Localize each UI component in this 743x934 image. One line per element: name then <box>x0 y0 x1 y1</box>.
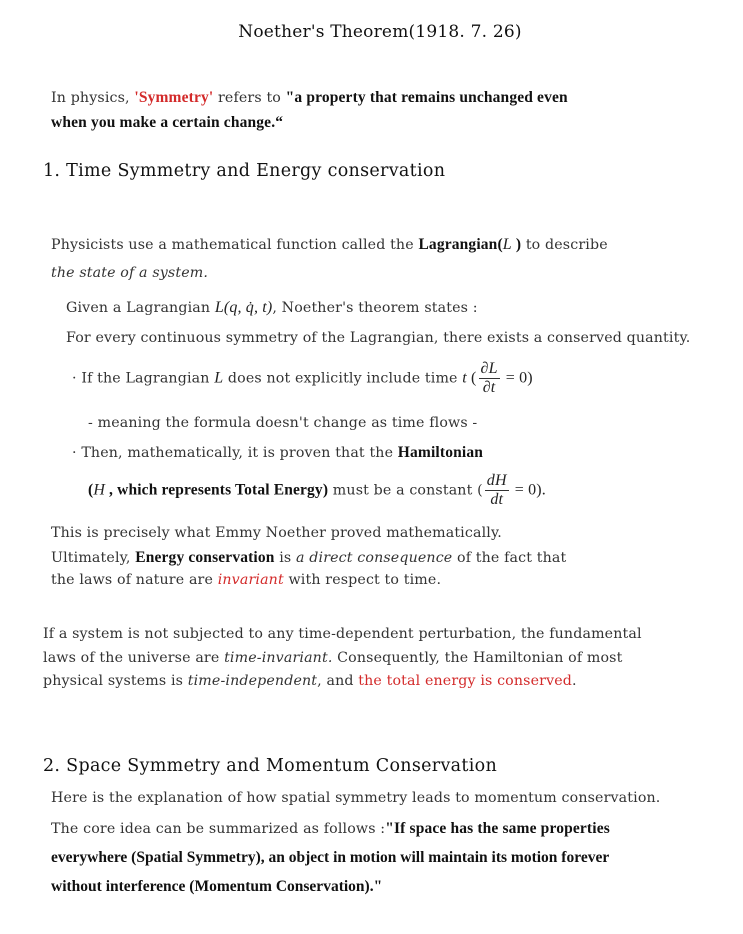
text: ( <box>88 481 94 499</box>
intro-line-1 <box>51 89 568 107</box>
frac-denominator: dt <box>490 491 504 508</box>
conclusion-line-3 <box>51 572 441 588</box>
text: . <box>572 673 577 689</box>
derivative-fraction <box>485 472 509 509</box>
paragraph-line-1: If a system is not subjected to any time-dependent perturbation, the fundamental <box>43 626 642 642</box>
text: = 0) <box>501 369 533 387</box>
section-2-line-1: Here is the explanation of how spatial symmetry leads to momentum conservation. <box>51 790 661 806</box>
section-1-heading: 1. Time Symmetry and Energy conservation <box>43 161 446 181</box>
symmetry-term: 'Symmetry' <box>134 89 214 106</box>
energy-conserved-highlight: the total energy is conserved <box>358 673 573 689</box>
text: ( <box>466 369 477 387</box>
text: , and <box>317 673 359 689</box>
text: time-independent <box>187 673 318 689</box>
core-idea-quote: "If space has the same properties <box>385 820 610 837</box>
frac-denominator: ∂t <box>482 379 496 396</box>
lagrangian-line-2: the state of a system. <box>51 265 209 281</box>
text: = 0). <box>510 481 546 499</box>
text: · Then, mathematically, it is proven that the <box>72 445 398 461</box>
bullet-2-line-2 <box>88 472 546 509</box>
lagrangian-term: Lagrangian( <box>418 236 503 253</box>
text: physical systems is <box>43 673 188 689</box>
text: time-invariant. <box>224 650 333 666</box>
math-L: L <box>214 299 224 316</box>
given-line <box>66 299 478 317</box>
section-2-line-2 <box>51 820 610 838</box>
partial-derivative-fraction <box>479 360 500 397</box>
total-energy-label: , which represents Total Energy) <box>105 481 329 499</box>
frac-numerator: dH <box>486 472 507 489</box>
text: is <box>274 550 297 566</box>
intro-quote: "a property that remains unchanged even <box>285 89 568 106</box>
intro-prefix: In physics, <box>51 90 135 106</box>
math-t: t <box>462 369 467 387</box>
text: laws of the universe are <box>43 650 225 666</box>
document-title: Noether's Theorem(1918. 7. 26) <box>238 22 522 42</box>
bullet-1 <box>72 360 533 397</box>
paragraph-line-2 <box>43 650 622 666</box>
text: Ultimately, <box>51 550 136 566</box>
intro-middle: refers to <box>213 90 286 106</box>
conclusion-line-1: This is precisely what Emmy Noether proved mathematically. <box>51 525 502 541</box>
theorem-statement: For every continuous symmetry of the Lagrangian, there exists a conserved quantity. <box>66 330 691 346</box>
invariant-term: invariant <box>217 572 284 588</box>
section-2-heading: 2. Space Symmetry and Momentum Conservation <box>43 756 498 776</box>
text: must be a constant ( <box>328 482 483 499</box>
text: ) <box>511 236 522 253</box>
section-2-line-4: without interference (Momentum Conservation)." <box>51 878 383 895</box>
text: The core idea can be summarized as follows : <box>51 821 386 837</box>
text: of the fact that <box>452 550 567 566</box>
intro-quote-end: when you make a certain change.“ <box>51 114 284 131</box>
text: does not explicitly include time <box>223 370 463 387</box>
lagrangian-line-1 <box>51 236 608 254</box>
math-args: (q, q̇, t) <box>223 299 273 316</box>
conclusion-line-2 <box>51 549 566 567</box>
text: to describe <box>521 237 608 253</box>
hamiltonian-term: Hamiltonian <box>397 444 483 461</box>
energy-conservation-term: Energy conservation <box>135 549 275 566</box>
text: the laws of nature are <box>51 572 218 588</box>
text: with respect to time. <box>283 572 442 588</box>
text: , Noether's theorem states : <box>272 300 478 316</box>
text: Given a Lagrangian <box>66 300 215 316</box>
text: a direct consequence <box>296 550 453 566</box>
paragraph-line-3 <box>43 673 577 689</box>
bullet-1-note: - meaning the formula doesn't change as time flows - <box>88 415 478 431</box>
text: · If the Lagrangian <box>72 370 215 387</box>
math-L: L <box>502 236 512 253</box>
math-H: H <box>93 481 106 499</box>
text: Physicists use a mathematical function called the <box>51 237 419 253</box>
bullet-2-line-1 <box>72 444 483 462</box>
section-2-line-3: everywhere (Spatial Symmetry), an object in motion will maintain its motion forever <box>51 849 610 866</box>
frac-numerator: ∂L <box>480 360 498 377</box>
math-L: L <box>214 369 224 387</box>
intro-line-2 <box>51 114 283 132</box>
text: Consequently, the Hamiltonian of most <box>332 650 623 666</box>
